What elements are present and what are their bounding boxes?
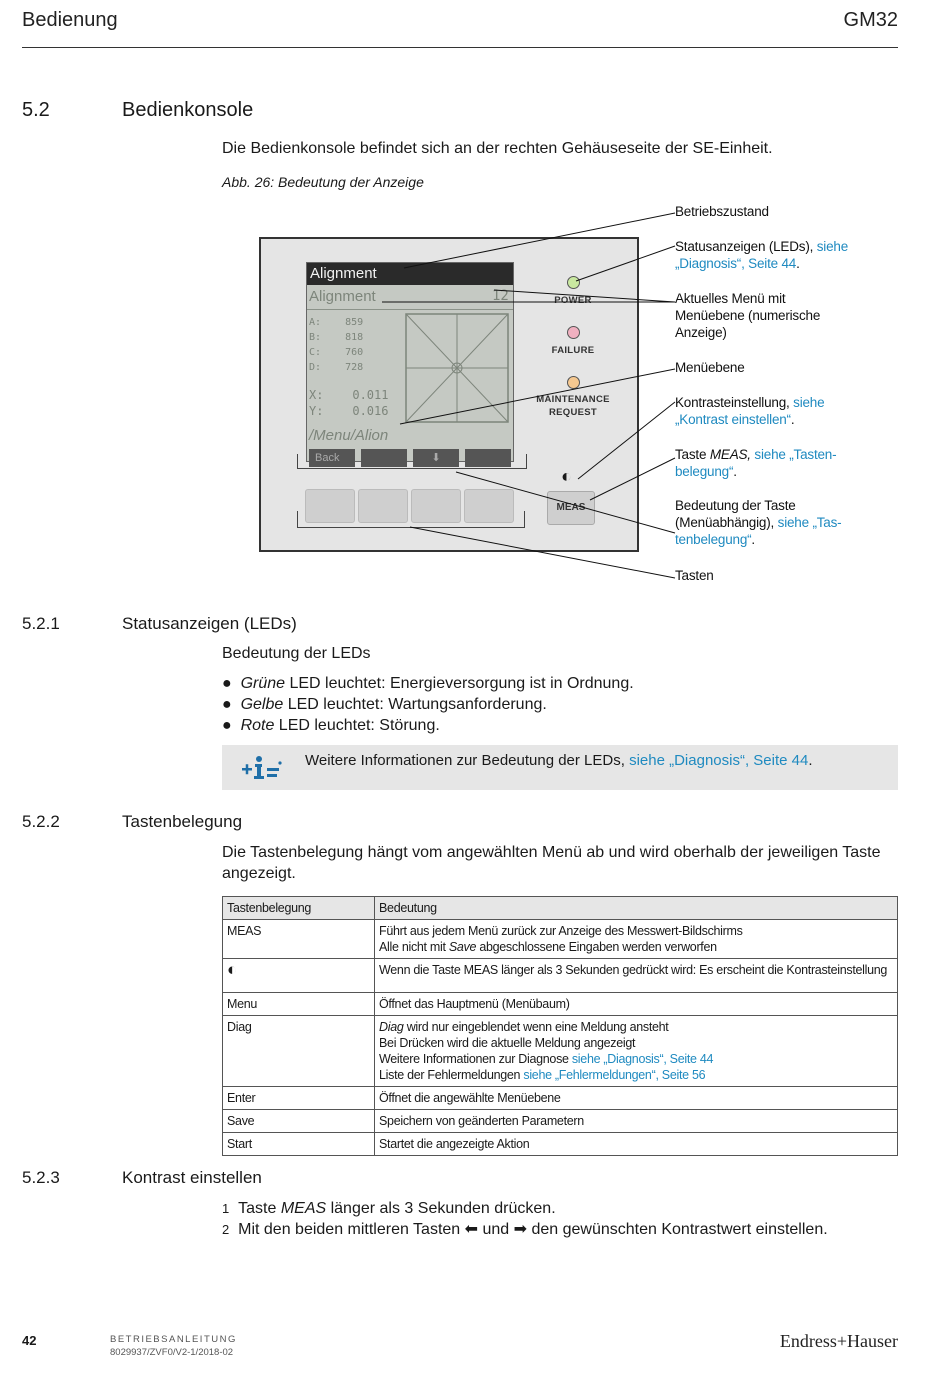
lcd-xy: X: 0.011 Y: 0.016 — [309, 388, 389, 418]
subsection-number: 5.2.1 — [22, 614, 60, 633]
table-row: Menu Öffnet das Hauptmenü (Menübaum) — [223, 993, 898, 1016]
lcd-level: 12 — [492, 288, 509, 304]
callout-bedeutung-taste: Bedeutung der Taste (Menüabhängig), siehe „Tas-tenbelegung“. — [675, 498, 842, 547]
led-failure-label: FAILURE — [551, 345, 595, 356]
list-item: 2 Mit den beiden mittleren Tasten ⬅ und ➡ den gewünschten Kontrastwert einstellen. — [222, 1221, 828, 1238]
link-tastenbelegung-1[interactable]: siehe „Tasten-belegung“ — [675, 447, 837, 479]
section-intro: Die Bedienkonsole befindet sich an der rechten Gehäuseseite der SE-Einheit. — [222, 140, 773, 157]
callout-taste-meas: Taste MEAS, siehe „Tasten-belegung“. — [675, 447, 837, 479]
subsection-title: Statusanzeigen (LEDs) — [122, 614, 297, 633]
lcd-path: /Menu/Alion — [309, 427, 389, 444]
arrow-left-icon: ⬅ — [464, 1221, 479, 1238]
table-row: Save Speichern von geänderten Parametern — [223, 1110, 898, 1133]
link-diagnosis-table[interactable]: siehe „Diagnosis“, Seite 44 — [571, 1052, 714, 1066]
brand-logo: Endress+Hauser — [779, 1331, 898, 1351]
list-item: ● Gelbe LED leuchtet: Wartungsanforderung. — [222, 696, 547, 713]
section-number: 5.2 — [22, 99, 50, 121]
lcd-title: Alignment — [307, 263, 513, 285]
callout-aktuelles-menue: Aktuelles Menü mit Menüebene (numerische Anzeige) — [675, 291, 821, 340]
tastenbelegung-intro: Die Tastenbelegung hängt vom angewählten Menü ab und wird oberhalb der jeweiligen Taste angezeigt. — [222, 844, 881, 882]
section-title: Bedienkonsole — [122, 99, 254, 121]
table-row: Diag Diag wird nur eingeblendet wenn eine Meldung ansteht Bei Drücken wird die aktuelle Meldung angezeigt Weitere Informationen zur Diagnose siehe „Diagnosis“, Seite 44 Liste der Fehlermeldungen siehe „Fehlermeldungen“, Seite 56 — [223, 1016, 898, 1087]
link-diagnosis-info[interactable]: siehe „Diagnosis“, Seite 44 — [629, 752, 809, 769]
step-list — [222, 1198, 902, 1240]
callout-betriebszustand: Betriebszustand — [675, 204, 769, 219]
led-maintenance-label: MAINTENANCE REQUEST — [536, 394, 610, 418]
info-box — [222, 745, 898, 790]
list-item: ● Rote LED leuchtet: Störung. — [222, 717, 440, 734]
lcd-key-down: ⬇ — [413, 449, 459, 467]
table-header: Bedeutung — [375, 897, 898, 920]
subsection-number: 5.2.3 — [22, 1168, 60, 1187]
list-item: ● Grüne LED leuchtet: Energieversorgung ist in Ordnung. — [222, 675, 634, 692]
table-header-row — [223, 897, 898, 920]
table-header: Tastenbelegung — [223, 897, 375, 920]
meas-button: MEAS — [547, 491, 595, 525]
lcd-values: A: 859 B: 818 C: 760 D: 728 — [309, 317, 364, 373]
subsection-number: 5.2.2 — [22, 812, 60, 831]
arrow-right-icon: ➡ — [513, 1221, 528, 1238]
led-power-label: POWER — [554, 295, 592, 306]
doc-type: BETRIEBSANLEITUNG — [110, 1334, 237, 1345]
figure-caption: Abb. 26: Bedeutung der Anzeige — [222, 174, 424, 190]
link-kontrast[interactable]: siehe „Kontrast einstellen“ — [675, 395, 825, 427]
table-row: ◐ Wenn die Taste MEAS länger als 3 Sekunden gedrückt wird: Es erscheint die Kontrasteinstellung — [223, 959, 898, 993]
table-row: Start Startet die angezeigte Aktion — [223, 1133, 898, 1156]
link-diagnosis[interactable]: siehe „Diagnosis“, Seite 44 — [675, 239, 849, 271]
lcd-menu: Alignment — [309, 288, 376, 305]
contrast-icon: ◐ — [223, 959, 375, 993]
callout-menueebene: Menüebene — [675, 360, 745, 375]
link-fehlermeldungen[interactable]: siehe „Fehlermeldungen“, Seite 56 — [523, 1068, 706, 1082]
led-bullet-list — [222, 673, 634, 736]
page-number: 42 — [22, 1333, 37, 1348]
running-header-right: GM32 — [843, 9, 898, 31]
callout-tasten: Tasten — [675, 568, 714, 583]
subsection-title: Tastenbelegung — [122, 812, 243, 831]
doc-id: 8029937/ZVF0/V2-1/2018-02 — [110, 1347, 234, 1358]
info-plus-icon — [240, 755, 282, 781]
callout-kontrast: Kontrasteinstellung, siehe „Kontrast einstellen“. — [675, 395, 825, 427]
table-row: MEAS Führt aus jedem Menü zurück zur Anzeige des Messwert-Bildschirms Alle nicht mit Save abgeschlossene Eingaben werden verworfen — [223, 920, 898, 959]
running-header-left: Bedienung — [22, 9, 118, 31]
key-assignment-table — [222, 896, 898, 1156]
lcd-key-back: Back — [309, 449, 355, 467]
contrast-icon: ◐ — [561, 466, 572, 486]
link-tastenbelegung-2[interactable]: siehe „Tas-tenbelegung“ — [675, 515, 842, 547]
callout-statusanzeigen: Statusanzeigen (LEDs), siehe „Diagnosis“, Seite 44. — [675, 239, 849, 271]
subsection-title: Kontrast einstellen — [122, 1168, 262, 1187]
list-item: 1 Taste MEAS länger als 3 Sekunden drücken. — [222, 1200, 556, 1217]
table-row: Enter Öffnet die angewählte Menüebene — [223, 1087, 898, 1110]
led-lead: Bedeutung der LEDs — [222, 645, 371, 662]
info-text: Weitere Informationen zur Bedeutung der LEDs, siehe „Diagnosis“, Seite 44. — [305, 752, 813, 769]
